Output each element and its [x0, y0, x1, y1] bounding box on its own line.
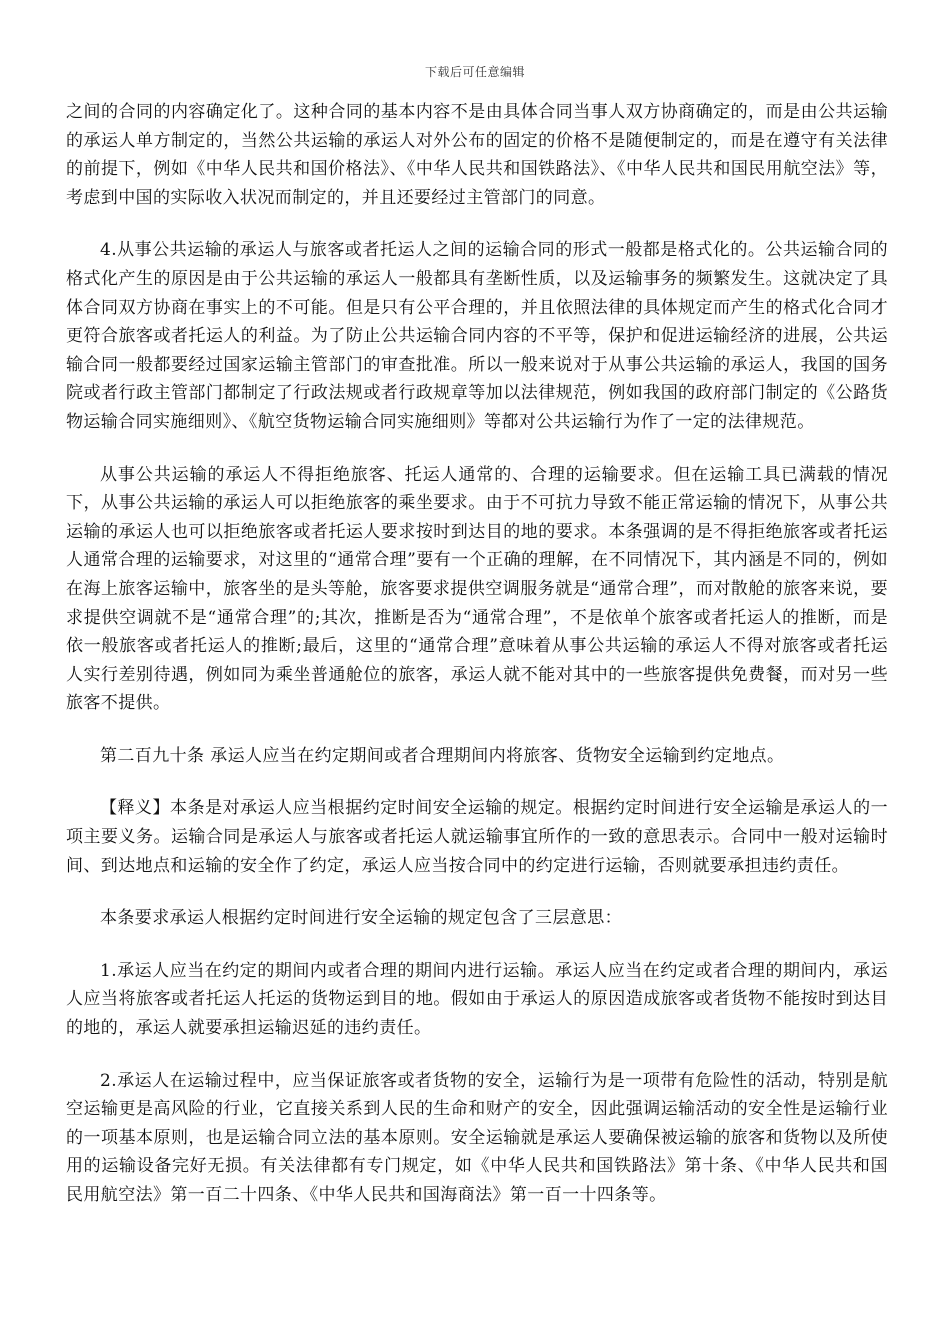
paragraph-6: 本条要求承运人根据约定时间进行安全运输的规定包含了三层意思： — [100, 908, 622, 929]
paragraph-5-interpretation: 【释义】本条是对承运人应当根据约定时间安全运输的规定。根据约定时间进行安全运输是承运人的一项主要义务。运输合同是承运人与旅客或者托运人就运输事宜所作的一致的意思表示。合同中一般对运输时间、到达地点和运输的安全作了约定，承运人应当按合同中的约定进行运输，否则就要承担违约责任。 — [66, 798, 888, 876]
paragraph-7: 1.承运人应当在约定的期间内或者合理的期间内进行运输。承运人应当在约定或者合理的期间内，承运人应当将旅客或者托运人托运的货物运到目的地。假如由于承运人的原因造成旅客或者货物不能按时到达目的地的，承运人就要承担运输迟延的违约责任。 — [66, 960, 888, 1039]
paragraph-8: 2.承运人在运输过程中，应当保证旅客或者货物的安全，运输行为是一项带有危险性的活动，特别是航空运输更是高风险的行业，它直接关系到人民的生命和财产的安全，因此强调运输活动的安全性是运输行业的一项基本原则，也是运输合同立法的基本原则。安全运输就是承运人要确保被运输的旅客和货物以及所使用的运输设备完好无损。有关法律都有专门规定，如《中华人民共和国铁路法》第十条、《中华人民共和国民用航空法》第一百二十四条、《中华人民共和国海商法》第一百一十四条等。 — [66, 1070, 888, 1205]
document-body — [66, 98, 888, 1234]
paragraph-3: 从事公共运输的承运人不得拒绝旅客、托运人通常的、合理的运输要求。但在运输工具已满载的情况下，从事公共运输的承运人可以拒绝旅客的乘坐要求。由于不可抗力导致不能正常运输的情况下，从事公共运输的承运人也可以拒绝旅客或者托运人要求按时到达目的地的要求。本条强调的是不得拒绝旅客或者托运人通常合理的运输要求，对这里的“通常合理”要有一个正确的理解，在不同情况下，其内涵是不同的，例如在海上旅客运输中，旅客坐的是头等舱，旅客要求提供空调服务就是“通常合理”，而对散舱的旅客来说，要求提供空调就不是“通常合理”的;其次，推断是否为“通常合理”，不是依单个旅客或者托运人的推断，而是依一般旅客或者托运人的推断;最后，这里的“通常合理”意味着从事公共运输的承运人不得对旅客或者托运人实行差别待遇，例如同为乘坐普通舱位的旅客，承运人就不能对其中的一些旅客提供免费餐，而对另一些旅客不提供。 — [66, 464, 888, 714]
paragraph-2: 4.从事公共运输的承运人与旅客或者托运人之间的运输合同的形式一般都是格式化的。公共运输合同的格式化产生的原因是由于公共运输的承运人一般都具有垄断性质，以及运输事务的频繁发生。这就决定了具体合同双方协商在事实上的不可能。但是只有公平合理的，并且依照法律的具体规定而产生的格式化合同才更符合旅客或者托运人的利益。为了防止公共运输合同内容的不平等，保护和促进运输经济的进展，公共运输合同一般都要经过国家运输主管部门的审查批准。所以一般来说对于从事公共运输的承运人，我国的国务院或者行政主管部门都制定了行政法规或者行政规章等加以法律规范，例如我国的政府部门制定的《公路货物运输合同实施细则》、《航空货物运输合同实施细则》等都对公共运输行为作了一定的法律规范。 — [66, 240, 888, 432]
paragraph-1: 之间的合同的内容确定化了。这种合同的基本内容不是由具体合同当事人双方协商确定的，而是由公共运输的承运人单方制定的，当然公共运输的承运人对外公布的固定的价格不是随便制定的，而是在遵守有关法律的前提下，例如《中华人民共和国价格法》、《中华人民共和国铁路法》、《中华人民共和国民用航空法》等，考虑到中国的实际收入状况而制定的，并且还要经过主管部门的同意。 — [66, 102, 888, 208]
paragraph-4-article-heading: 第二百九十条 承运人应当在约定期间或者合理期间内将旅客、货物安全运输到约定地点。 — [100, 745, 785, 766]
header-note: 下载后可任意编辑 — [424, 65, 525, 79]
